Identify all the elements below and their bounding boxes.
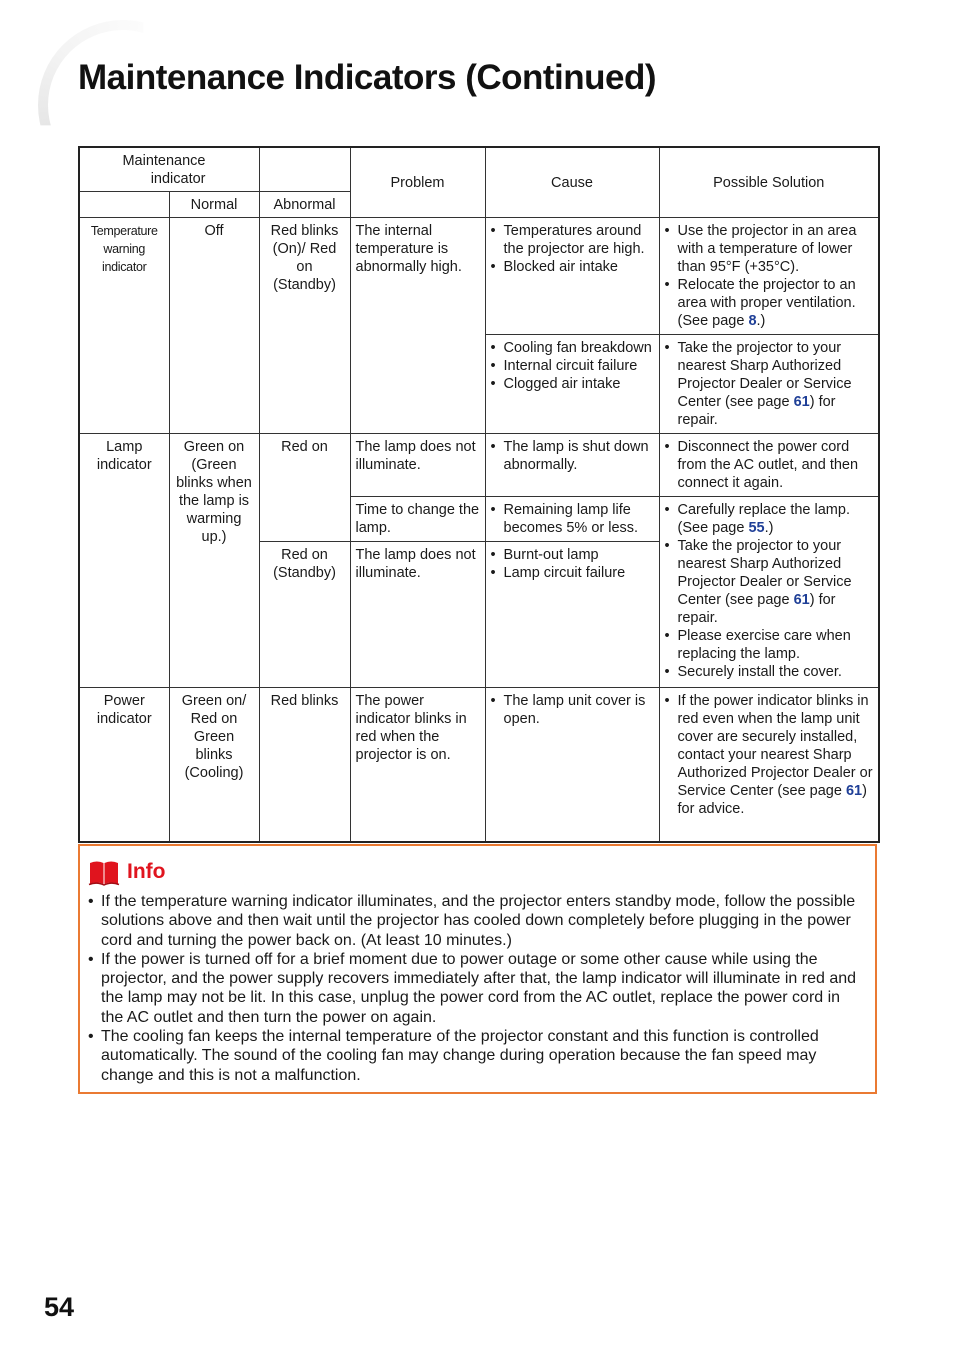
list-item: • Lamp circuit failure	[491, 564, 654, 582]
solution-text: ) for advice.	[677, 783, 867, 817]
solution-lamp-2	[659, 497, 879, 688]
list-item: • Use the projector in an area with a temperature of lower than 95°F (+35°C).	[665, 222, 874, 276]
page-link[interactable]: 61	[793, 592, 810, 608]
list-item: • Disconnect the power cord from the AC outlet, and then connect it again.	[665, 438, 874, 492]
solution-text: .)	[764, 520, 774, 536]
cause-lamp-1	[485, 434, 659, 497]
list-item: • Securely install the cover.	[665, 663, 874, 681]
table-row	[79, 218, 879, 335]
page-link[interactable]: 61	[793, 394, 810, 410]
solution-text: ) for repair.	[677, 394, 836, 428]
list-item: • Cooling fan breakdown	[491, 339, 654, 357]
solution-text: If the power indicator blinks in red even when the lamp unit cover are securely installed, contact your nearest Sharp Authorized Projector Dealer or Service Center (see page	[677, 693, 873, 799]
table-row	[79, 434, 879, 497]
solution-text: Take the projector to your nearest Sharp Authorized Projector Dealer or Service Center (see page	[677, 538, 852, 608]
header-problem: Problem	[350, 147, 485, 218]
problem-temperature: The internal temperature is abnormally high.	[350, 218, 485, 434]
solution-text: Carefully replace the lamp. (See page	[677, 502, 850, 536]
normal-power: Green on/ Red on Green blinks (Cooling)	[169, 688, 259, 842]
header-solution: Possible Solution	[659, 147, 879, 218]
cause-lamp-2	[485, 497, 659, 542]
list-item	[665, 501, 874, 537]
page-title: Maintenance Indicators (Continued)	[78, 58, 657, 97]
problem-lamp-2: Time to change the lamp.	[350, 497, 485, 542]
list-item	[665, 692, 874, 818]
solution-temperature-2	[659, 335, 879, 434]
indicator-lamp: Lamp indicator	[79, 434, 169, 688]
list-item: • Internal circuit failure	[491, 357, 654, 375]
solution-power	[659, 688, 879, 842]
info-label: Info	[127, 860, 166, 883]
solution-lamp-1	[659, 434, 879, 497]
list-item: • If the power is turned off for a brief moment due to power outage or some other cause while using the projector, and the power supply recovers immediately after that, the lamp indicator will illuminate in red and the lamp may not be lit. In this case, unplug the power cord from the AC outlet, replace the power cord in the AC outlet and then turn the power on again.	[88, 950, 858, 1027]
list-item: • Please exercise care when replacing the lamp.	[665, 627, 874, 663]
solution-text: Take the projector to your nearest Sharp Authorized Projector Dealer or Service Center (see page	[677, 340, 852, 410]
list-item	[665, 276, 874, 330]
list-item: • The lamp is shut down abnormally.	[491, 438, 654, 474]
cause-lamp-3	[485, 542, 659, 688]
abnormal-lamp-1: Red on	[259, 434, 350, 542]
list-item	[665, 339, 874, 429]
solution-temperature-1	[659, 218, 879, 335]
header-maintenance-indicator-end	[259, 147, 350, 192]
list-item: • If the temperature warning indicator illuminates, and the projector enters standby mode, follow the possible solutions above and then wait until the projector has cooled down completely before plugging in the power cord and turning the power back on. (At least 10 minutes.)	[88, 892, 858, 950]
solution-text: ) for repair.	[677, 592, 836, 626]
page-link[interactable]: 55	[748, 520, 765, 536]
page-link[interactable]: 61	[845, 783, 863, 799]
list-item: • Temperatures around the projector are high.	[491, 222, 654, 258]
book-icon	[88, 860, 120, 886]
list-item	[665, 537, 874, 627]
cause-temperature-2	[485, 335, 659, 434]
problem-power: The power indicator blinks in red when the projector is on.	[350, 688, 485, 842]
problem-lamp-3: The lamp does not illuminate.	[350, 542, 485, 688]
indicator-power: Power indicator	[79, 688, 169, 842]
header-row	[79, 147, 879, 192]
indicator-temperature: Temperature warning indicator	[79, 218, 169, 434]
maintenance-table	[78, 146, 880, 843]
list-item: • The lamp unit cover is open.	[491, 692, 654, 728]
abnormal-temperature: Red blinks (On)/ Red on (Standby)	[259, 218, 350, 434]
info-box	[78, 844, 877, 1094]
solution-text: .)	[756, 313, 766, 329]
header-abnormal: Abnormal	[259, 192, 350, 218]
header-normal: Normal	[169, 192, 259, 218]
header-maintenance-indicator: Maintenance indicator	[79, 147, 259, 192]
normal-lamp: Green on (Green blinks when the lamp is warming up.)	[169, 434, 259, 688]
cause-power	[485, 688, 659, 842]
list-item: • Blocked air intake	[491, 258, 654, 276]
abnormal-lamp-3: Red on (Standby)	[259, 542, 350, 688]
header-blank	[79, 192, 169, 218]
list-item: • Remaining lamp life becomes 5% or less.	[491, 501, 654, 537]
page-number: 54	[44, 1292, 75, 1322]
solution-text: Relocate the projector to an area with proper ventilation. (See page	[677, 277, 856, 329]
page-link[interactable]: 8	[748, 313, 757, 329]
cause-temperature-1	[485, 218, 659, 335]
normal-temperature: Off	[169, 218, 259, 434]
list-item: • The cooling fan keeps the internal temperature of the projector constant and this function is controlled automatically. The sound of the cooling fan may change during operation because the fan speed may change and this is not a malfunction.	[88, 1027, 858, 1085]
info-list	[88, 892, 858, 1085]
abnormal-power: Red blinks	[259, 688, 350, 842]
table-row	[79, 688, 879, 842]
list-item: • Clogged air intake	[491, 375, 654, 393]
header-cause: Cause	[485, 147, 659, 218]
problem-lamp-1: The lamp does not illuminate.	[350, 434, 485, 497]
list-item: • Burnt-out lamp	[491, 546, 654, 564]
